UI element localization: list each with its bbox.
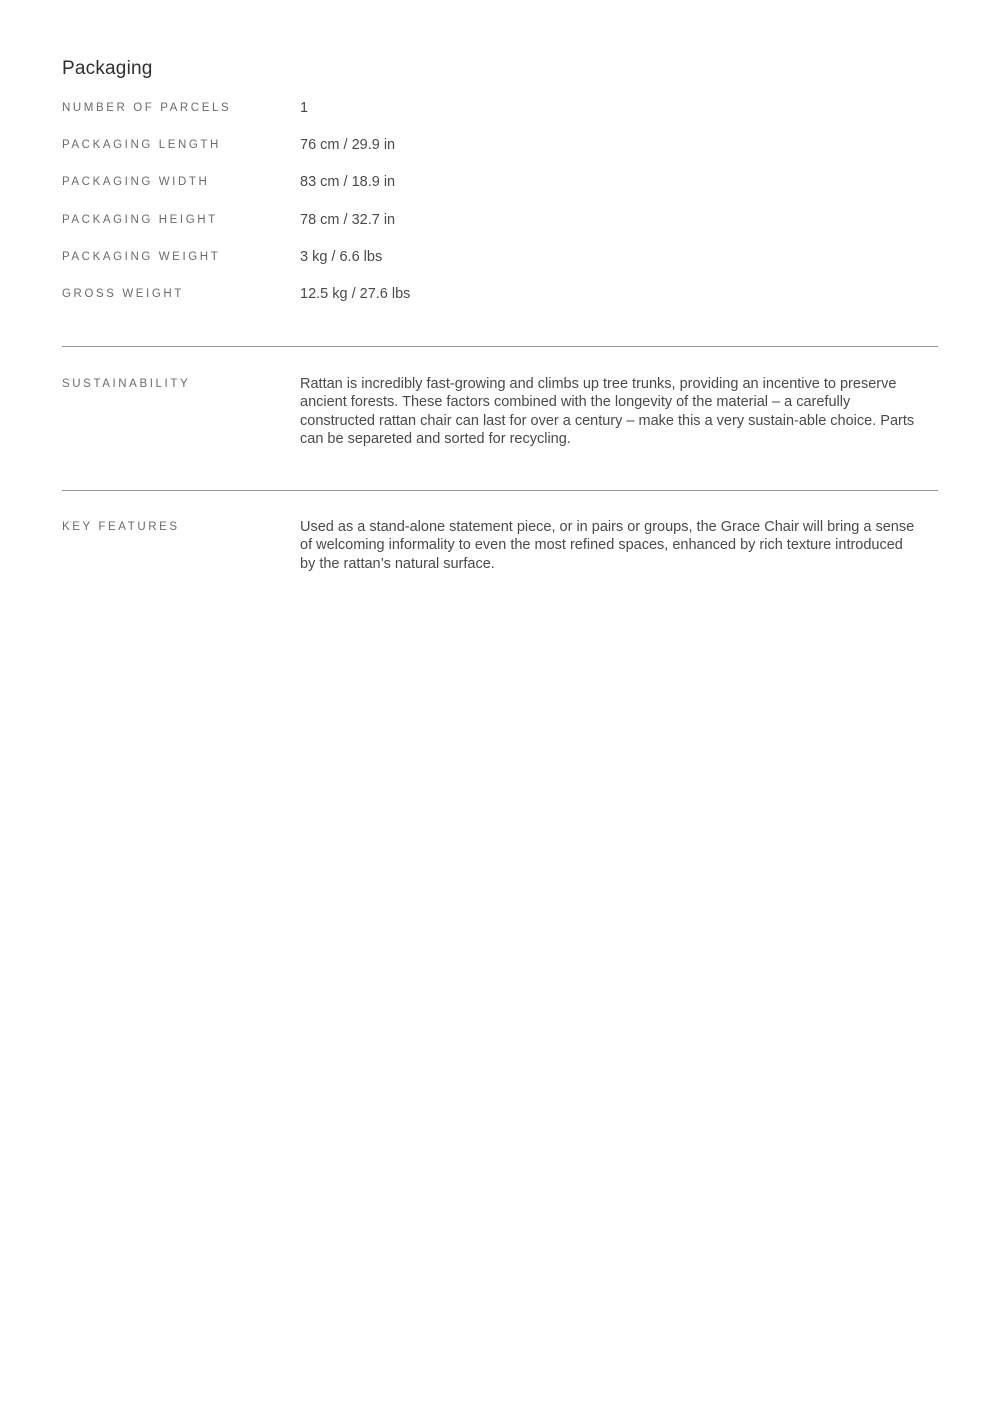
spec-label: PACKAGING WEIGHT bbox=[62, 250, 221, 263]
spec-label: PACKAGING LENGTH bbox=[62, 139, 221, 152]
packaging-spec-list bbox=[62, 100, 938, 323]
spec-value: 76 cm / 29.9 in bbox=[300, 137, 396, 154]
spec-label: PACKAGING HEIGHT bbox=[62, 213, 218, 226]
key-features-label: KEY FEATURES bbox=[62, 521, 180, 533]
spec-row-number-of-parcels bbox=[62, 100, 938, 137]
spec-value: 78 cm / 32.7 in bbox=[300, 211, 396, 228]
spec-label: NUMBER OF PARCELS bbox=[62, 102, 232, 114]
spec-label: GROSS WEIGHT bbox=[62, 287, 184, 300]
spec-value: 1 bbox=[300, 100, 309, 116]
sustainability-label: SUSTAINABILITY bbox=[62, 378, 191, 390]
key-features-text: Used as a stand-alone statement piece, or in pairs or groups, the Grace Chair will bring a sense of welcoming informality to even the most refined spaces, enhanced by rich texture introduced by the rattan’s natural surface. bbox=[300, 519, 915, 572]
spec-row-gross-weight bbox=[62, 286, 938, 323]
sustainability-text: Rattan is incredibly fast-growing and climbs up tree trunks, providing an incentive to preserve ancient forests. These factors combined with the longevity of the material – a carefully constructed rattan chair can last for over a century – make this a very sustain-able choice. Parts can be separeted and sorted for recycling. bbox=[300, 376, 915, 447]
spec-row-packaging-width bbox=[62, 174, 938, 211]
spec-row-packaging-height bbox=[62, 212, 938, 249]
spec-row-packaging-weight bbox=[62, 249, 938, 286]
spec-value: 83 cm / 18.9 in bbox=[300, 174, 396, 191]
packaging-title: Packaging bbox=[62, 58, 153, 79]
section-divider bbox=[62, 346, 938, 347]
spec-row-packaging-length bbox=[62, 137, 938, 174]
section-divider bbox=[62, 490, 938, 491]
spec-value: 12.5 kg / 27.6 lbs bbox=[300, 285, 411, 302]
spec-value: 3 kg / 6.6 lbs bbox=[300, 248, 383, 265]
spec-label: PACKAGING WIDTH bbox=[62, 176, 210, 189]
